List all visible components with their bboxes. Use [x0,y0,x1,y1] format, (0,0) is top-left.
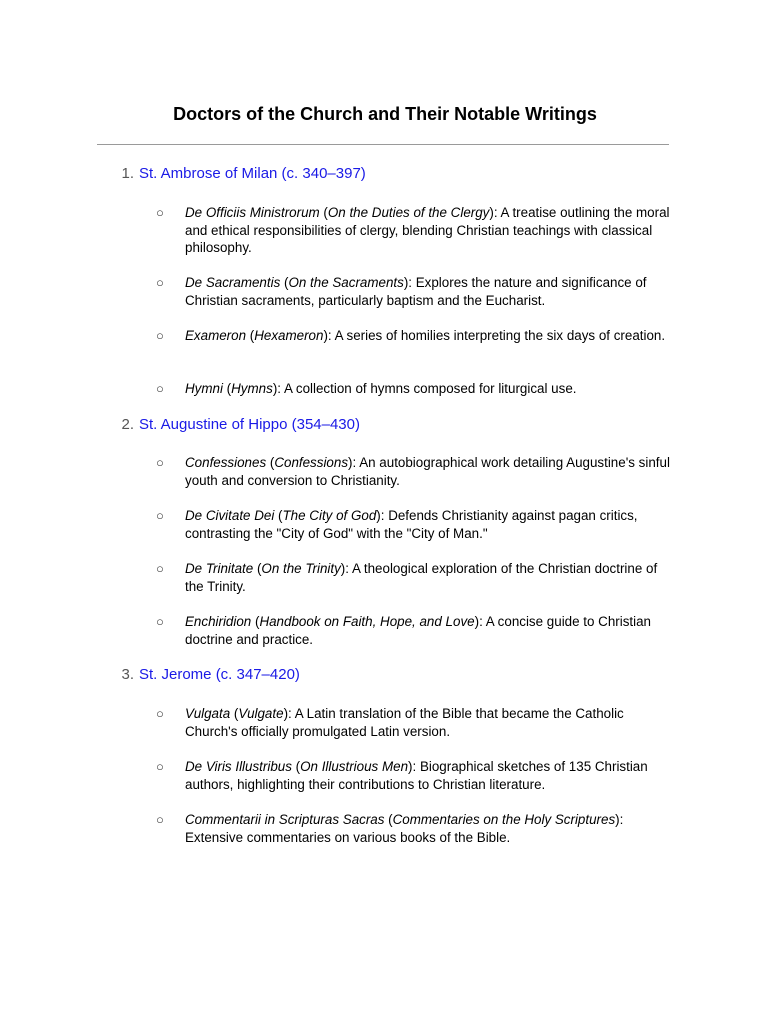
work-english-title: Hexameron [254,328,324,343]
doctor-number: 1. [121,165,134,182]
work-description: : Explores the nature and significance of Christian sacraments, particularly baptism and the Eucharist. [185,275,647,308]
work-entry: De Civitate Dei (The City of God): Defends Christianity against pagan critics, contrasting the "City of God" with the "City of Man." [185,508,638,541]
page-title: Doctors of the Church and Their Notable Writings [173,104,597,124]
doctor-number: 3. [121,666,134,683]
work-entry: De Sacramentis (On the Sacraments): Explores the nature and significance of Christian sacraments, particularly baptism and the Eucharist. [185,275,647,308]
circle-bullet-icon: ○ [156,455,164,470]
work-english-title: Confessions [274,455,349,470]
work-latin-title: De Viris Illustribus [185,759,292,774]
work-latin-title: De Officiis Ministrorum [185,205,320,220]
doctor-heading-link[interactable]: St. Augustine of Hippo (354–430) [139,416,360,433]
work-entry: De Viris Illustribus (On Illustrious Men): Biographical sketches of 135 Christian authors, highlighting their contributions to Christian literature. [185,759,648,792]
work-latin-title: Enchiridion [185,614,252,629]
work-entry: Commentarii in Scripturas Sacras (Commentaries on the Holy Scriptures): Extensive commentaries on various books of the Bible. [185,812,624,845]
work-english-title: On the Sacraments [288,275,404,290]
circle-bullet-icon: ○ [156,328,164,343]
work-english-title: Vulgate [238,706,284,721]
work-latin-title: De Trinitate [185,561,254,576]
work-latin-title: Commentarii in Scripturas Sacras [185,812,385,827]
work-entry: Confessiones (Confessions): An autobiographical work detailing Augustine's sinful youth and conversion to Christianity. [185,455,670,488]
work-english-title: Hymns [231,381,273,396]
work-latin-title: Confessiones [185,455,267,470]
work-entry: De Officiis Ministrorum (On the Duties of the Clergy): A treatise outlining the moral and ethical responsibilities of clergy, blending Christian teachings with classical philosophy. [185,205,670,255]
doctor-number: 2. [121,416,134,433]
work-description: : A Latin translation of the Bible that became the Catholic Church's officially promulgated Latin version. [185,706,624,739]
work-entry: De Trinitate (On the Trinity): A theological exploration of the Christian doctrine of the Trinity. [185,561,658,594]
work-description: : A theological exploration of the Christian doctrine of the Trinity. [185,561,658,594]
work-description: : Defends Christianity against pagan critics, contrasting the "City of God" with the "City of Man." [185,508,638,541]
work-description: : A collection of hymns composed for liturgical use. [277,381,577,396]
work-entry: Vulgata (Vulgate): A Latin translation of the Bible that became the Catholic Church's officially promulgated Latin version. [185,706,624,739]
work-entry: Enchiridion (Handbook on Faith, Hope, and Love): A concise guide to Christian doctrine and practice. [185,614,652,647]
work-description: : A concise guide to Christian doctrine and practice. [185,614,652,647]
work-description: : A series of homilies interpreting the six days of creation. [327,328,666,343]
work-latin-title: De Sacramentis [185,275,281,290]
doctor-heading-link[interactable]: St. Jerome (c. 347–420) [139,666,300,683]
work-latin-title: Hymni [185,381,223,396]
circle-bullet-icon: ○ [156,561,164,576]
doctor-heading-link[interactable]: St. Ambrose of Milan (c. 340–397) [139,165,366,182]
work-entry: Exameron (Hexameron): A series of homilies interpreting the six days of creation. [185,328,666,343]
work-english-title: On Illustrious Men [300,759,409,774]
circle-bullet-icon: ○ [156,275,164,290]
work-description: : Extensive commentaries on various books of the Bible. [185,812,624,845]
circle-bullet-icon: ○ [156,614,164,629]
circle-bullet-icon: ○ [156,706,164,721]
work-latin-title: Exameron [185,328,247,343]
circle-bullet-icon: ○ [156,508,164,523]
work-english-title: Handbook on Faith, Hope, and Love [259,614,475,629]
work-english-title: On the Duties of the Clergy [327,205,490,220]
circle-bullet-icon: ○ [156,759,164,774]
work-description: : Biographical sketches of 135 Christian authors, highlighting their contributions to Christian literature. [185,759,648,792]
circle-bullet-icon: ○ [156,205,164,220]
work-entry: Hymni (Hymns): A collection of hymns composed for liturgical use. [185,381,577,396]
work-english-title: Commentaries on the Holy Scriptures [392,812,616,827]
work-english-title: On the Trinity [261,561,341,576]
work-description: : A treatise outlining the moral and ethical responsibilities of clergy, blending Christian teachings with classical philosophy. [185,205,670,255]
work-latin-title: Vulgata [185,706,231,721]
circle-bullet-icon: ○ [156,812,164,827]
work-english-title: The City of God [282,508,377,523]
work-latin-title: De Civitate Dei [185,508,275,523]
title-divider [97,144,669,145]
circle-bullet-icon: ○ [156,381,164,396]
work-description: : An autobiographical work detailing Augustine's sinful youth and conversion to Christianity. [185,455,670,488]
